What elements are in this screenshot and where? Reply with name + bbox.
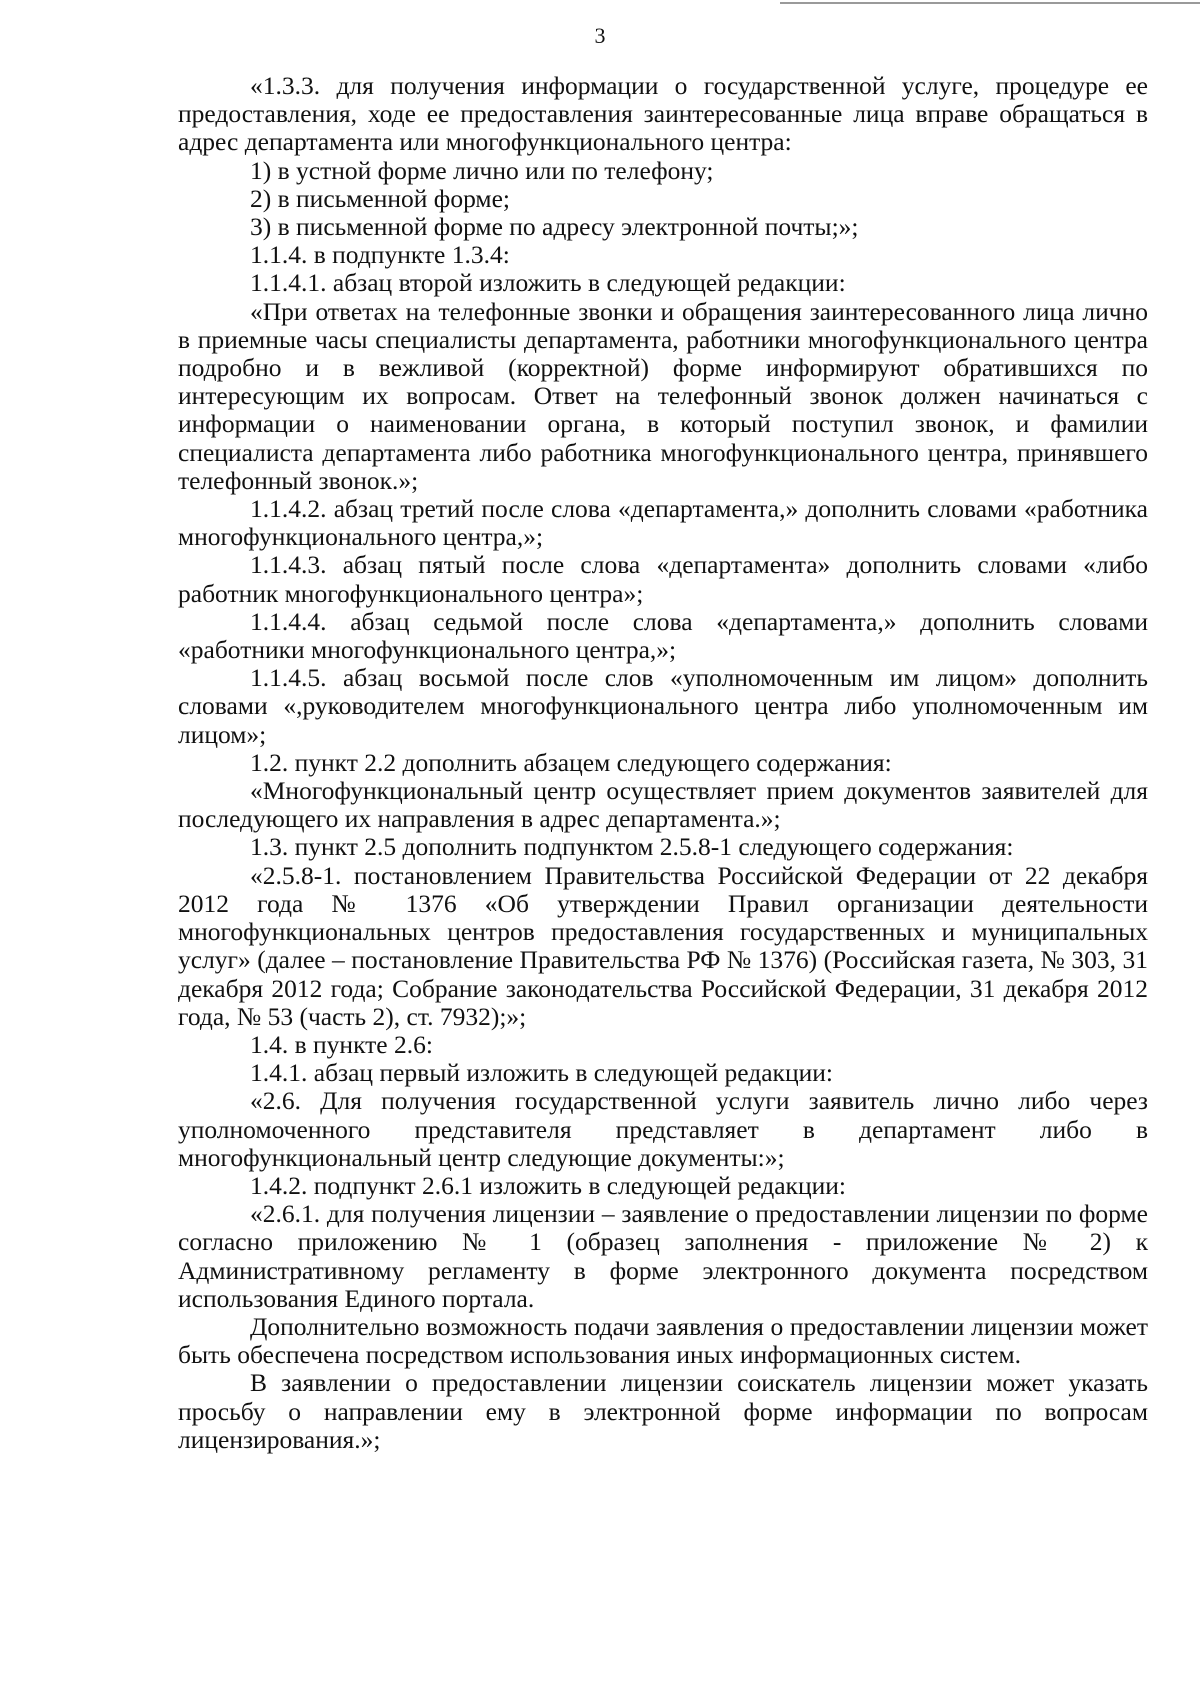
- paragraph-1-1-4-5: 1.1.4.5. абзац восьмой после слов «уполномоченным им лицом» дополнить словами «,руководителем многофункционального центра либо уполномоченным им лицом»;: [178, 663, 1148, 749]
- list-item-oral-form: 1) в устной форме лично или по телефону;: [250, 155, 714, 185]
- document-body: [178, 72, 1148, 1454]
- page-number: 3: [594, 23, 606, 48]
- paragraph-mfc-quote: «Многофункциональный центр осуществляет прием документов заявителей для последующего их направления в адрес департамента.»;: [178, 776, 1148, 834]
- list-item-email-form: 3) в письменной форме по адресу электронной почты;»;: [250, 212, 859, 242]
- paragraph-1-1-4-1: 1.1.4.1. абзац второй изложить в следующей редакции:: [250, 268, 846, 298]
- paragraph-1-1-4: 1.1.4. в подпункте 1.3.4:: [250, 240, 510, 270]
- paragraph-2-6-1-quote: «2.6.1. для получения лицензии – заявление о предоставлении лицензии по форме согласно приложению № 1 (образец заполнения - приложение № 2) к Административному регламенту в форме электронного документа посредством использования Единого портала.: [178, 1199, 1148, 1313]
- paragraph-1-1-4-4: 1.1.4.4. абзац седьмой после слова «департамента,» дополнить словами «работники многофункционального центра,»;: [178, 606, 1148, 665]
- paragraph-phone-calls-quote: «При ответах на телефонные звонки и обращения заинтересованного лица лично в приемные часы специалисты департамента, работники многофункционального центра подробно и в вежливой (корректной) форме информируют обратившихся по интересующим их вопросам. Ответ на телефонный звонок должен начинаться с информации о наименовании органа, в который поступил звонок, и фамилии специалиста департамента либо работника многофункционального центра, принявшего телефонный звонок.»;: [178, 296, 1148, 495]
- paragraph-2-6-quote: «2.6. Для получения государственной услуги заявитель лично либо через уполномоченного представителя представляет в департамент либо в многофункциональный центр следующие документы:»;: [178, 1086, 1148, 1172]
- paragraph-1-1-4-3: 1.1.4.3. абзац пятый после слова «департамента» дополнить словами «либо работник многофункционального центра»;: [178, 550, 1148, 608]
- paragraph-1-1-4-2: 1.1.4.2. абзац третий после слова «департамента,» дополнить словами «работника многофункционального центра,»;: [178, 494, 1148, 552]
- paragraph-1-4-1: 1.4.1. абзац первый изложить в следующей редакции:: [250, 1058, 833, 1088]
- paragraph-1-4: 1.4. в пункте 2.6:: [250, 1029, 433, 1059]
- paragraph-1-2: 1.2. пункт 2.2 дополнить абзацем следующего содержания:: [250, 747, 892, 777]
- list-item-written-form: 2) в письменной форме;: [250, 183, 510, 213]
- paragraph-1-3-3: «1.3.3. для получения информации о государственной услуге, процедуре ее предоставления, ходе ее предоставления заинтересованные лица вправе обращаться в адрес департамента или многофункционального центра:: [178, 71, 1148, 157]
- scan-edge-rule: [780, 2, 1200, 4]
- paragraph-1-3: 1.3. пункт 2.5 дополнить подпунктом 2.5.8-1 следующего содержания:: [250, 832, 1014, 862]
- paragraph-license-request: В заявлении о предоставлении лицензии соискатель лицензии может указать просьбу о направлении ему в электронной форме информации по вопросам лицензирования.»;: [178, 1368, 1148, 1454]
- paragraph-2-5-8-1-quote: «2.5.8-1. постановлением Правительства Российской Федерации от 22 декабря 2012 года № 1376 «Об утверждении Правил организации деятельности многофункциональных центров предоставления государственных и муниципальных услуг» (далее – постановление Правительства РФ № 1376) (Российская газета, № 303, 31 декабря 2012 года; Собрание законодательства Российской Федерации, 31 декабря 2012 года, № 53 (часть 2), ст. 7932);»;: [178, 860, 1148, 1031]
- paragraph-1-4-2: 1.4.2. подпункт 2.6.1 изложить в следующей редакции:: [250, 1170, 846, 1200]
- paragraph-additional-systems: Дополнительно возможность подачи заявления о предоставлении лицензии может быть обеспечена посредством использования иных информационных систем.: [178, 1311, 1148, 1370]
